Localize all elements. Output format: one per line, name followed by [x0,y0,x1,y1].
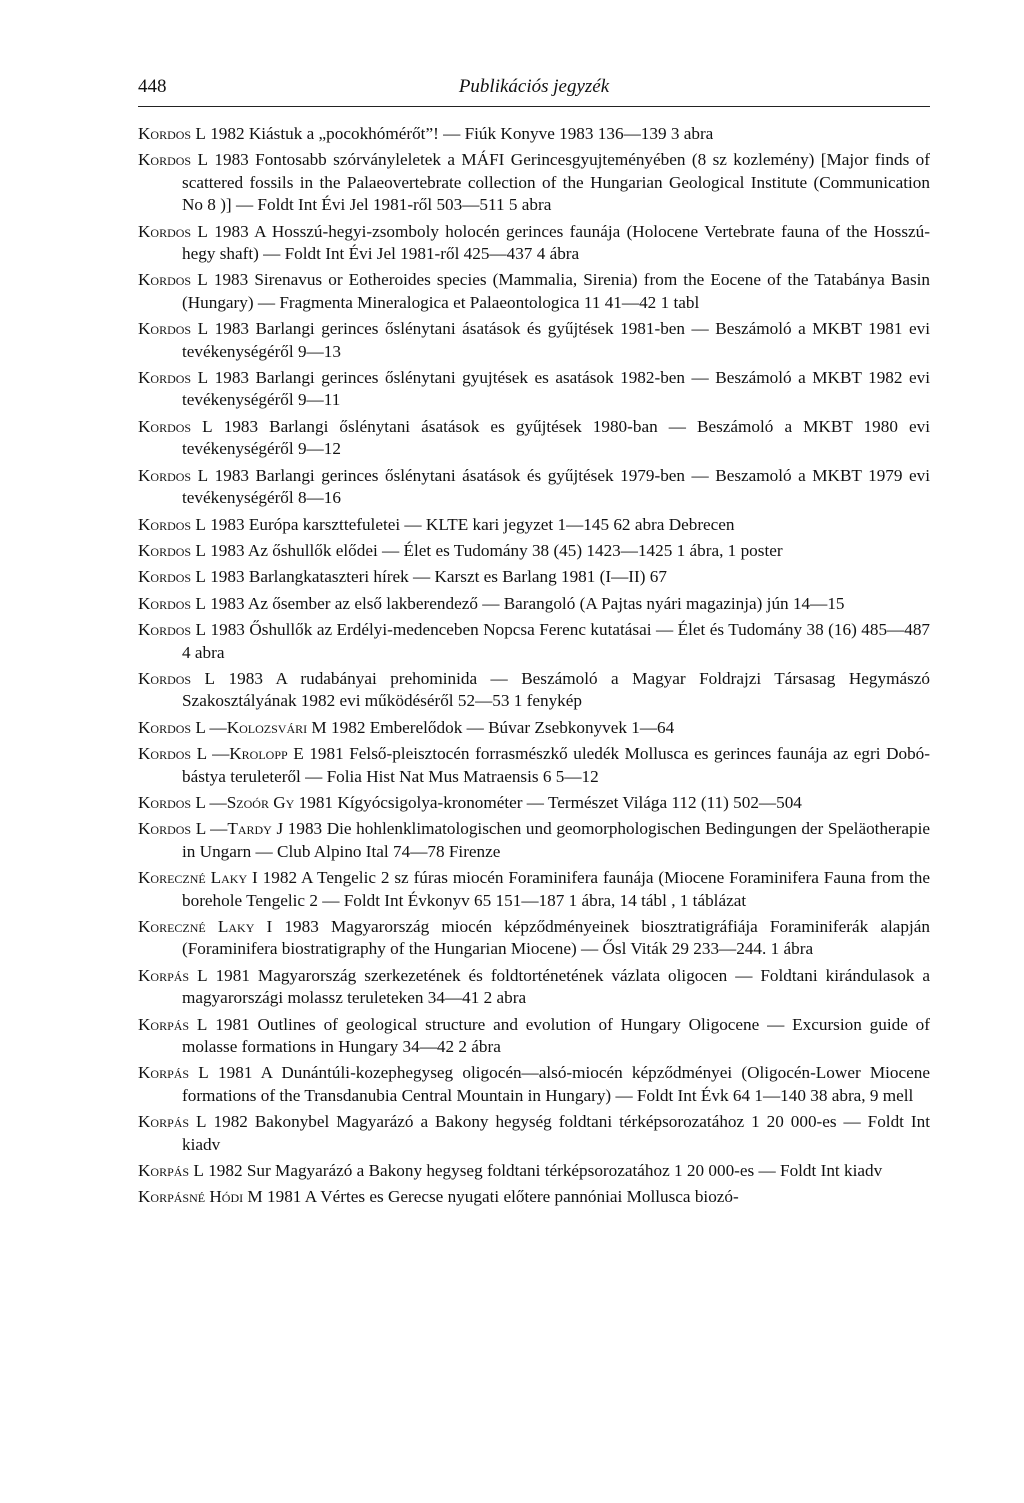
entry-author: Korpás L [138,965,208,985]
bibliography-entry [138,1111,930,1156]
entry-author: Kordos L [138,540,206,560]
entry-text: 1983 Barlangi gerinces őslénytani ásatások és gyűjtések 1979-ben — Beszamoló a MKBT 1979 evi tevékenységéről 8—16 [182,465,931,508]
entry-text: 1983 Az őshullők elődei — Élet es Tudomány 38 (45) 1423—1425 1 ábra, 1 poster [210,540,783,560]
bibliography-entry [138,221,930,266]
entry-author: Kordos L —Kolozsvári M [138,717,327,737]
entry-author: Kordos L [138,567,206,587]
entry-text: 1981 Outlines of geological structure and evolution of Hungary Oligocene — Excursion guide of molasse formations in Hungary 34—42 2 ábra [182,1014,931,1057]
entry-text: 1983 Fontosabb szórványleletek a MÁFI Gerincesgyujteményében (8 sz kozlemény) [Major finds of scattered fossils in the Palaeovertebrate collection of the Hungarian Geological Institute (Communication No 8 )] — Foldt Int Évi Jel 1981-ről 503—511 5 abra [182,150,931,215]
entry-author: Kordos L [138,465,209,485]
entry-text: 1983 Az ősember az első lakberendező — Barangoló (A Pajtas nyári magazinja) jún 14—15 [210,593,845,613]
entry-text: 1982 A Tengelic 2 sz fúras miocén Foraminifera faunája (Miocene Foraminifera Fauna from the borehole Tengelic 2 — Foldt Int Évkonyv 65 151—187 1 ábra, 14 tábl , 1 táblázat [182,868,930,910]
entry-author: Korpás L [138,1063,209,1083]
entry-author: Kordos L —Tardy J [138,819,284,839]
bibliography-list [138,123,930,1213]
entry-author: Kordos L [138,593,206,613]
entry-text: 1982 Bakonybel Magyarázó a Bakony hegység foldtani térképsorozatához 1 20 000-es — Foldt Int kiadv [182,1112,930,1154]
entry-author: Kordos L [138,150,208,170]
bibliography-entry [138,367,930,412]
entry-author: Kordos L —Szoór Gy [138,792,295,812]
bibliography-entry [138,318,930,363]
bibliography-entry [138,514,930,536]
entry-text: 1983 Barlangi gerinces őslénytani ásatások és gyűjtések 1981-ben — Beszámoló a MKBT 1981 evi tevékenységéről 9—13 [182,319,931,361]
page-header [138,76,930,104]
entry-author: Kordos L [138,221,208,241]
entry-author: Korpás L [138,1112,207,1132]
entry-author: Koreczné Laky I [138,917,273,936]
bibliography-entry [138,619,930,664]
bibliography-entry [138,717,930,739]
entry-author: Kordos L [138,368,209,388]
entry-text: 1982 Sur Magyarázó a Bakony hegyseg foldtani térképsorozatához 1 20 000-es — Foldt Int kiadv [208,1161,883,1181]
entry-text: 1983 Barlangkataszteri hírek — Karszt es Barlang 1981 (I—II) 67 [210,567,667,587]
bibliography-entry [138,1160,930,1182]
entry-text: 1983 Barlangi gerinces őslénytani gyujtések es asatások 1982-ben — Beszámoló a MKBT 1982 evi tevékenységéről 9—11 [182,368,931,410]
entry-text: 1983 A rudabányai prehominida — Beszámoló a Magyar Foldrajzi Társasag Hegymászó Szakosztályának 1982 evi működéséről 52—53 1 fenykép [182,668,930,711]
bibliography-entry [138,1014,930,1059]
page-number: 448 [138,76,167,97]
bibliography-entry [138,965,930,1010]
entry-author: Kordos L [138,124,206,143]
bibliography-entry [138,916,930,961]
entry-author: Kordos L [138,668,216,688]
entry-author: Koreczné Laky I [138,868,258,888]
bibliography-entry [138,1186,930,1208]
entry-text: 1983 Európa karszttefuletei — KLTE kari jegyzet 1—145 62 abra Debrecen [210,514,735,534]
entry-text: 1983 Magyarország miocén képződményeinek biosztratigráfiája Foraminiferák alapján (Foraminifera biostratigraphy of the Hungarian Miocene) — Ősl Viták 29 233—244. 1 ábra [182,917,931,959]
entry-author: Kordos L [138,416,213,436]
entry-text: 1983 A Hosszú-hegyi-zsomboly holocén gerinces faunája (Holocene Vertebrate fauna of the Hosszú-hegy shaft) — Foldt Int Évi Jel 1981-ről 425—437 4 ábra [182,221,931,264]
bibliography-entry [138,269,930,314]
running-title: Publikációs jegyzék [458,76,610,97]
header-rule [138,106,930,107]
entry-text: 1983 Die hohlenklimatologischen und geomorphologischen Bedingungen der Speläotherapie in Ungarn — Club Alpino Ital 74—78 Firenze [182,819,931,861]
bibliography-entry [138,743,930,788]
entry-text: 1981 A Dunántúli-kozephegyseg oligocén—alsó-miocén képződményei (Oligocén-Lower Miocene formations of the Transdanubia Central Mountain in Hungary) — Foldt Int Évk 64 1—140 38 abra, 9 mell [182,1063,931,1105]
entry-text: 1982 Emberelődok — Búvar Zsebkonyvek 1—64 [331,717,675,737]
bibliography-entry [138,149,930,216]
bibliography-entry [138,792,930,814]
entry-author: Kordos L [138,514,206,534]
entry-author: Kordos L —Krolopp E [138,744,304,764]
bibliography-entry [138,465,930,510]
entry-author: Kordos L [138,270,208,290]
entry-text: 1983 Őshullők az Erdélyi-medenceben Nopcsa Ferenc kutatásai — Élet és Tudomány 38 (16) 485—487 4 abra [182,620,931,662]
entry-text: 1981 A Vértes es Gerecse nyugati előtere pannóniai Mollusca biozó- [267,1187,739,1207]
bibliography-entry [138,540,930,562]
entry-author: Kordos L [138,620,207,640]
entry-author: Kordos L [138,319,209,339]
bibliography-entry [138,867,930,912]
bibliography-entry [138,416,930,461]
entry-text: 1983 Barlangi őslénytani ásatások es gyűjtések 1980-ban — Beszámoló a MKBT 1980 evi tevékenységéről 9—12 [182,416,930,459]
entry-author: Korpás L [138,1014,208,1034]
entry-author: Korpásné Hódi M [138,1187,263,1207]
bibliography-entry [138,593,930,615]
entry-text: 1983 Sirenavus or Eotheroides species (Mammalia, Sirenia) from the Eocene of the Tatabánya Basin (Hungary) — Fragmenta Mineralogica et Palaeontologica 11 41—42 1 tabl [182,270,931,312]
entry-text: 1981 Kígyócsigolya-kronométer — Természet Világa 112 (11) 502—504 [298,792,802,812]
entry-author: Korpás L [138,1161,204,1181]
entry-text: 1981 Magyarország szerkezetének és foldtorténetének vázlata oligocen — Foldtani kirándulasok a magyarországi molassz teruleteken 34—41 2 abra [182,965,931,1008]
entry-text: 1981 Felső-pleisztocén forrasmészkő uledék Mollusca es gerinces faunája az egri Dobó-bástya teruleteről — Folia Hist Nat Mus Matraensis 6 5—12 [182,744,930,786]
bibliography-entry [138,1062,930,1107]
entry-text: 1982 Kiástuk a „pocokhómérőt”! — Fiúk Konyve 1983 136—139 3 abra [210,124,714,143]
bibliography-entry [138,566,930,588]
bibliography-entry [138,123,930,145]
bibliography-entry [138,818,930,863]
bibliography-entry [138,668,930,713]
